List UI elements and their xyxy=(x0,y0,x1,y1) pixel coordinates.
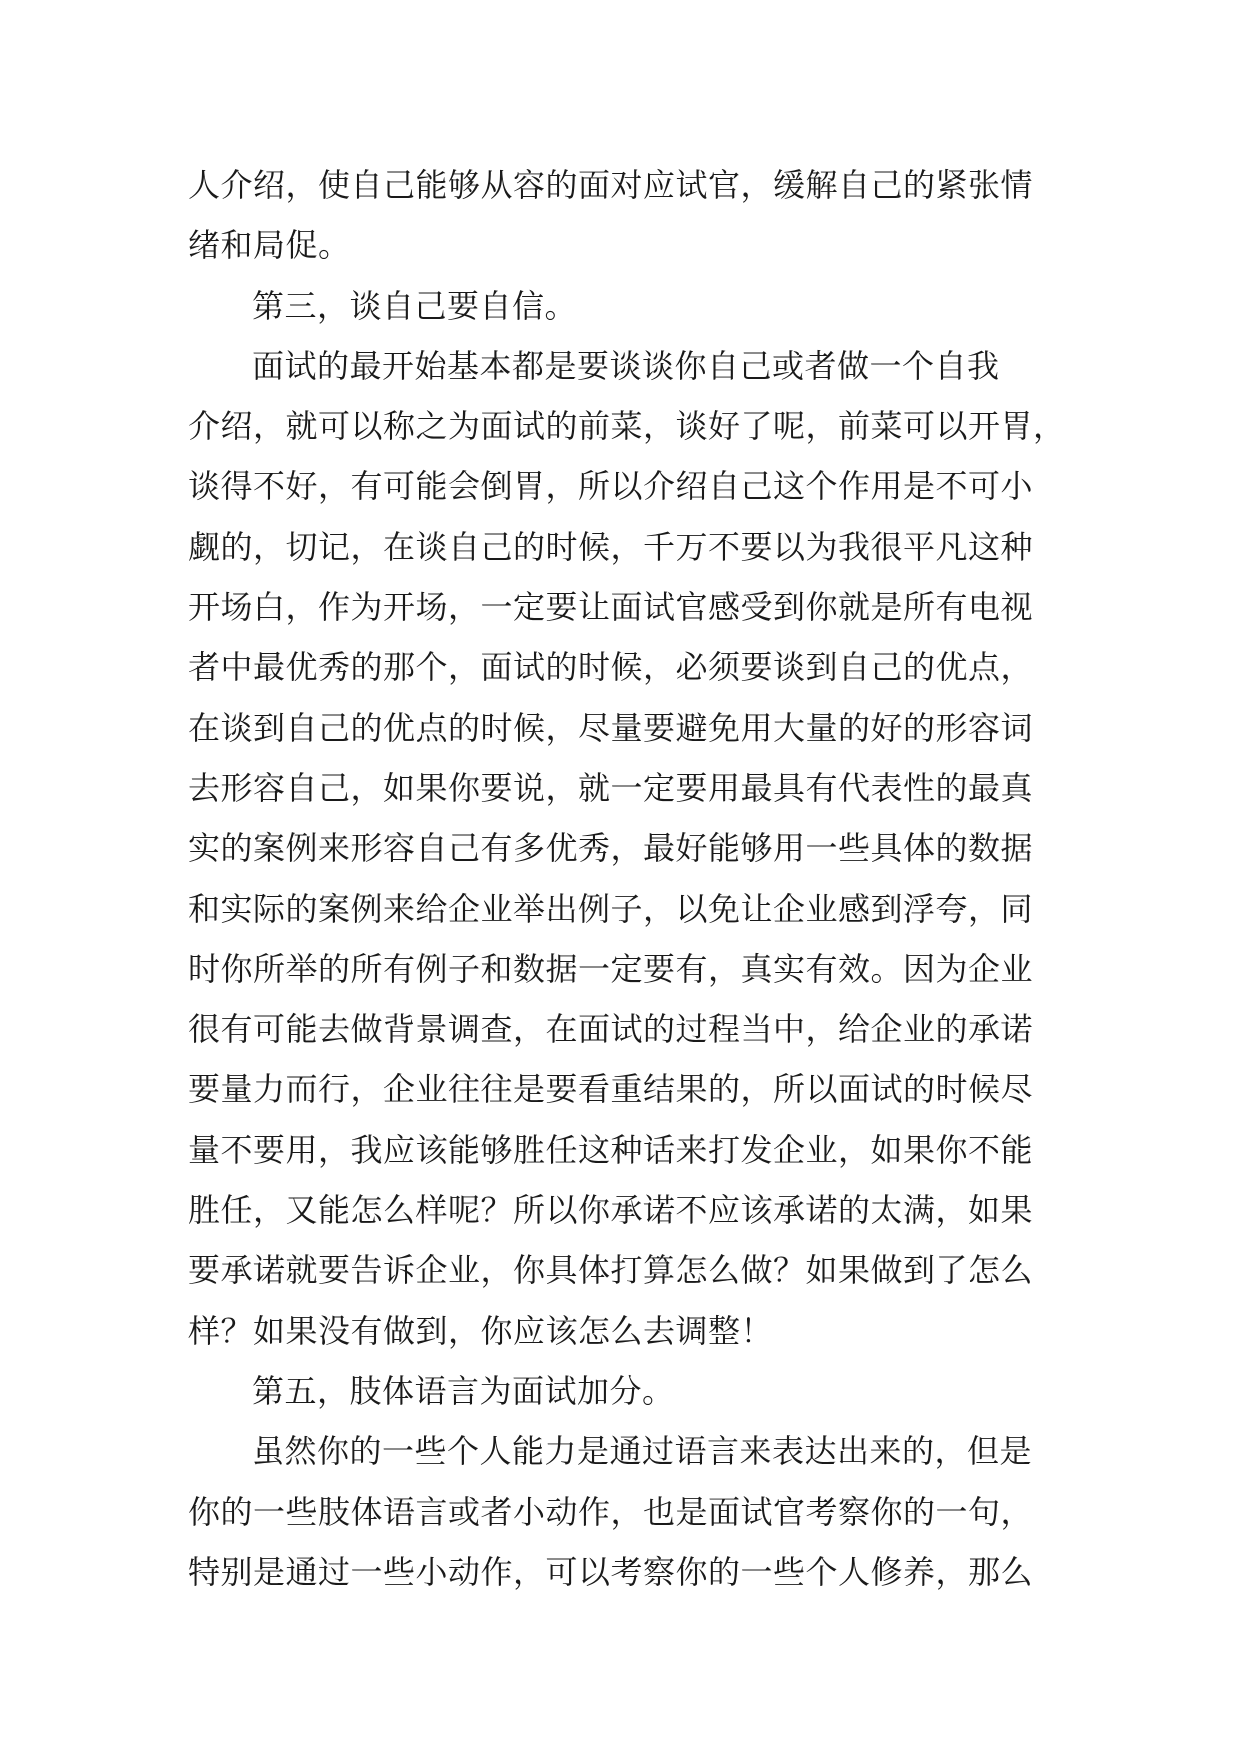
text-line: 者中最优秀的那个，面试的时候，必须要谈到自己的优点， xyxy=(188,648,1034,687)
text-line: 特别是通过一些小动作，可以考察你的一些个人修养，那么 xyxy=(188,1552,1034,1591)
text-line: 去形容自己，如果你要说，就一定要用最具有代表性的最真 xyxy=(188,768,1034,807)
section-heading: 第三，谈自己要自信。 xyxy=(252,286,578,325)
text-line: 开场白，作为开场，一定要让面试官感受到你就是所有电视 xyxy=(188,588,1034,627)
text-line: 要量力而行，企业往往是要看重结果的，所以面试的时候尽 xyxy=(188,1070,1034,1109)
text-line: 觑的，切记，在谈自己的时候，千万不要以为我很平凡这种 xyxy=(188,527,1034,566)
text-line: 在谈到自己的优点的时候，尽量要避免用大量的好的形容词 xyxy=(188,708,1034,747)
document-body xyxy=(188,155,1066,1602)
text-line: 样？如果没有做到，你应该怎么去调整！ xyxy=(188,1311,774,1350)
paragraph-first-line: 面试的最开始基本都是要谈谈你自己或者做一个自我 xyxy=(252,346,1000,385)
text-line: 要承诺就要告诉企业，你具体打算怎么做？如果做到了怎么 xyxy=(188,1251,1034,1290)
text-line: 很有可能去做背景调查，在面试的过程当中，给企业的承诺 xyxy=(188,1010,1034,1049)
text-line: 和实际的案例来给企业举出例子，以免让企业感到浮夸，同 xyxy=(188,889,1034,928)
text-line: 介绍，就可以称之为面试的前菜，谈好了呢，前菜可以开胃， xyxy=(188,407,1066,446)
text-line: 你的一些肢体语言或者小动作，也是面试官考察你的一句， xyxy=(188,1492,1034,1531)
text-line: 胜任，又能怎么样呢？所以你承诺不应该承诺的太满，如果 xyxy=(188,1191,1034,1230)
text-line: 谈得不好，有可能会倒胃，所以介绍自己这个作用是不可小 xyxy=(188,467,1034,506)
text-line: 实的案例来形容自己有多优秀，最好能够用一些具体的数据 xyxy=(188,829,1034,868)
paragraph-first-line: 虽然你的一些个人能力是通过语言来表达出来的，但是 xyxy=(252,1432,1033,1471)
text-line: 人介绍，使自己能够从容的面对应试官，缓解自己的紧张情 xyxy=(188,166,1034,204)
text-line: 量不要用，我应该能够胜任这种话来打发企业，如果你不能 xyxy=(188,1130,1034,1169)
text-line: 时你所举的所有例子和数据一定要有，真实有效。因为企业 xyxy=(188,949,1034,988)
text-line: 绪和局促。 xyxy=(188,226,351,265)
section-heading: 第五，肢体语言为面试加分。 xyxy=(252,1371,675,1410)
